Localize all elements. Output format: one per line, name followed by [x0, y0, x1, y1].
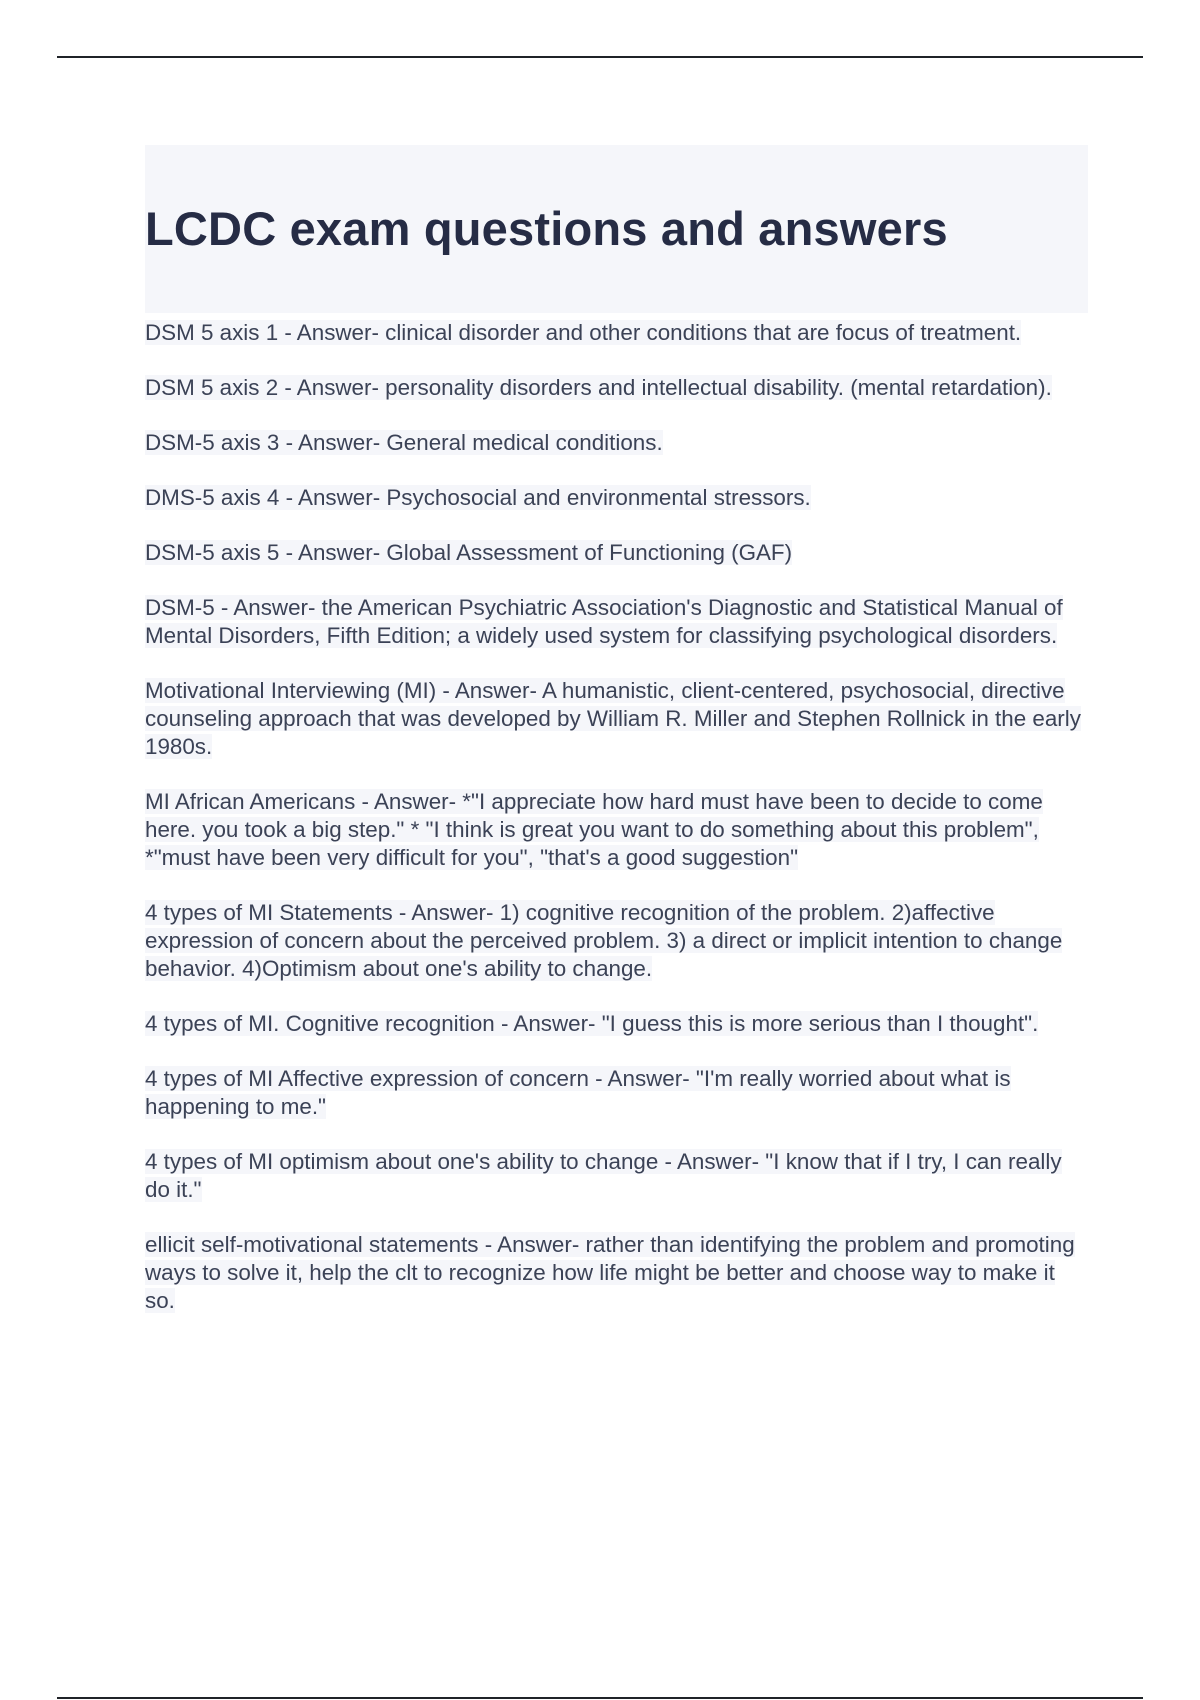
qa-text: DSM-5 axis 5 - Answer- Global Assessment of Functioning (GAF) — [145, 540, 793, 565]
qa-entry — [145, 677, 1085, 761]
qa-entry — [145, 484, 1085, 512]
qa-text: 4 types of MI Affective expression of concern - Answer- "I'm really worried about what is happening to me." — [145, 1066, 1011, 1119]
qa-text: DSM 5 axis 1 - Answer- clinical disorder and other conditions that are focus of treatment. — [145, 320, 1022, 345]
qa-entry — [145, 1065, 1085, 1121]
qa-text: 4 types of MI optimism about one's ability to change - Answer- "I know that if I try, I can really do it." — [145, 1149, 1062, 1202]
title-banner — [145, 145, 1088, 313]
qa-list — [145, 319, 1088, 1315]
page-title: LCDC exam questions and answers — [145, 202, 948, 255]
qa-entry — [145, 1010, 1085, 1038]
qa-text: ellicit self-motivational statements - Answer- rather than identifying the problem and promoting ways to solve it, help the clt to recognize how life might be better and choose way to make it so. — [145, 1232, 1075, 1313]
qa-text: Motivational Interviewing (MI) - Answer- A humanistic, client-centered, psychosocial, directive counseling approach that was developed by William R. Miller and Stephen Rollnick in the early 1980s. — [145, 678, 1081, 759]
qa-text: MI African Americans - Answer- *"I appreciate how hard must have been to decide to come here. you took a big step." * "I think is great you want to do something about this problem", *"must have been very difficult for you", "that's a good suggestion" — [145, 789, 1043, 870]
qa-entry — [145, 899, 1085, 983]
qa-entry — [145, 374, 1085, 402]
qa-entry — [145, 1231, 1085, 1315]
qa-text: DSM 5 axis 2 - Answer- personality disorders and intellectual disability. (mental retardation). — [145, 375, 1052, 400]
qa-entry — [145, 319, 1085, 347]
qa-text: DSM-5 axis 3 - Answer- General medical conditions. — [145, 430, 663, 455]
top-divider — [57, 56, 1143, 58]
qa-text: DMS-5 axis 4 - Answer- Psychosocial and environmental stressors. — [145, 485, 811, 510]
qa-entry — [145, 788, 1085, 872]
qa-entry — [145, 1148, 1085, 1204]
qa-entry — [145, 429, 1085, 457]
bottom-divider — [57, 1697, 1143, 1699]
qa-text: 4 types of MI Statements - Answer- 1) cognitive recognition of the problem. 2)affective expression of concern about the perceived problem. 3) a direct or implicit intention to change behavior. 4)Optimism about one's ability to change. — [145, 900, 1063, 981]
qa-entry — [145, 539, 1085, 567]
qa-text: DSM-5 - Answer- the American Psychiatric Association's Diagnostic and Statistical Manual of Mental Disorders, Fifth Edition; a widely used system for classifying psychological disorders. — [145, 595, 1063, 648]
qa-entry — [145, 594, 1085, 650]
qa-text: 4 types of MI. Cognitive recognition - Answer- "I guess this is more serious than I thought". — [145, 1011, 1039, 1036]
document-body — [145, 145, 1088, 1342]
